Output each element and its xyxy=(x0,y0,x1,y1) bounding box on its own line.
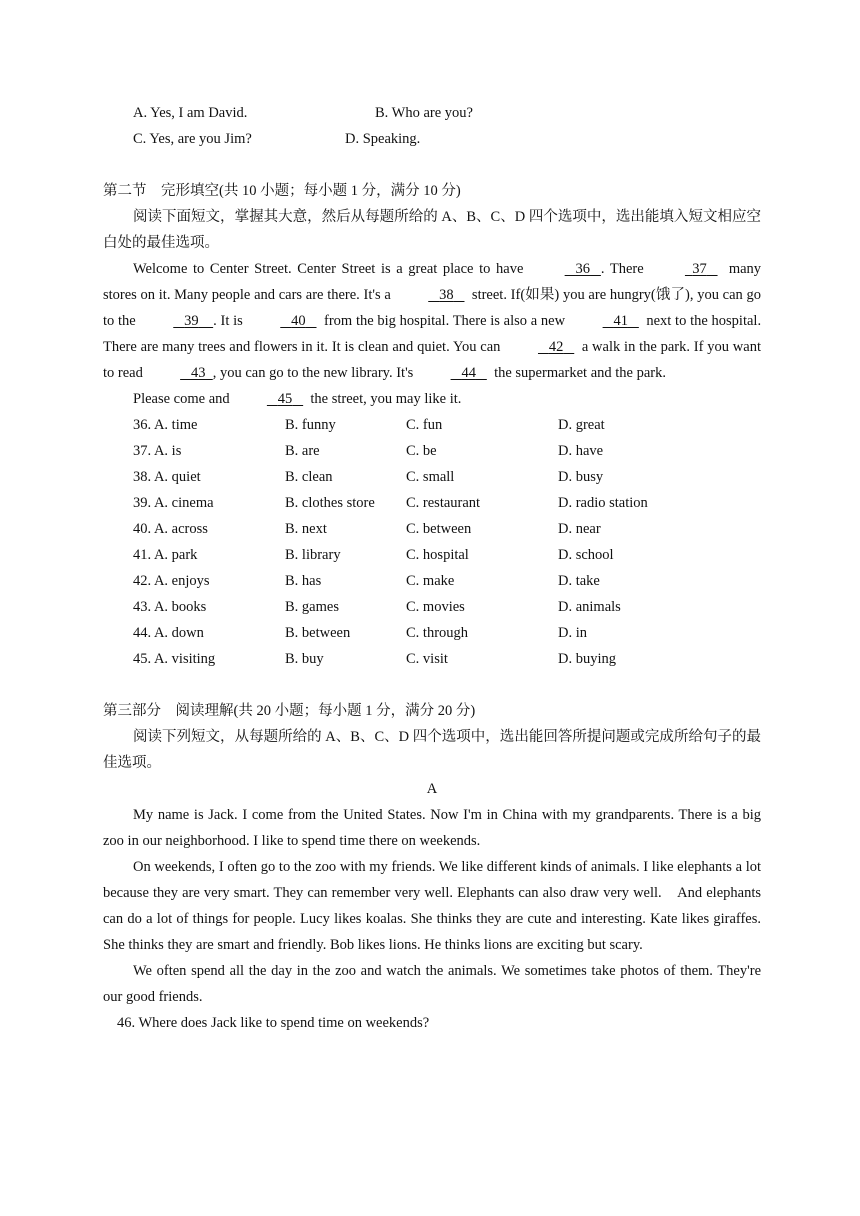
blank-43: 43 xyxy=(190,365,206,381)
option-c: C. restaurant xyxy=(406,495,481,511)
question-row xyxy=(103,568,761,594)
blank-39: 39 xyxy=(184,313,199,329)
option-b: B. clean xyxy=(285,469,333,485)
option-c: C. fun xyxy=(406,417,443,433)
option-a: 38. A. quiet xyxy=(133,469,201,485)
option-c: C. visit xyxy=(406,651,448,667)
question-row xyxy=(103,542,761,568)
option-d: D. have xyxy=(558,443,604,459)
option-c: C. be xyxy=(406,443,437,459)
option-b: B. are xyxy=(285,443,320,459)
section3-title: 第三部分 阅读理解(共 20 小题；每小题 1 分，满分 20 分) xyxy=(103,703,476,719)
option-d: D. buying xyxy=(558,651,616,667)
blank-42: 42 xyxy=(548,339,564,355)
option-a: A. Yes, I am David. xyxy=(133,105,248,121)
question-row xyxy=(103,594,761,620)
option-b: B. between xyxy=(285,625,351,641)
question-row xyxy=(103,646,761,672)
blank-37: 37 xyxy=(692,261,707,277)
option-d: D. busy xyxy=(558,469,604,485)
question-row xyxy=(103,490,761,516)
exam-page xyxy=(103,100,761,1036)
option-b: B. funny xyxy=(285,417,336,433)
option-c: C. through xyxy=(406,625,469,641)
option-d: D. animals xyxy=(558,599,621,615)
blank-36: 36 xyxy=(575,261,591,277)
blank-41: 41 xyxy=(613,313,628,329)
section2-instruction: 阅读下面短文，掌握其大意，然后从每题所给的 A、B、C、D 四个选项中，选出能填入短文相应空白处的最佳选项。 xyxy=(103,209,761,251)
option-a: 42. A. enjoys xyxy=(133,573,210,589)
question-row xyxy=(103,620,761,646)
option-d: D. take xyxy=(558,573,600,589)
question-46: 46. Where does Jack like to spend time on weekends? xyxy=(117,1015,430,1031)
blank-45: 45 xyxy=(277,391,293,407)
option-c: C. between xyxy=(406,521,472,537)
option-b: B. clothes store xyxy=(285,495,375,511)
option-a: 40. A. across xyxy=(133,521,208,537)
option-a: 37. A. is xyxy=(133,443,182,459)
blank-38: 38 xyxy=(439,287,454,303)
option-b: B. games xyxy=(285,599,339,615)
option-d: D. radio station xyxy=(558,495,648,511)
option-b: B. buy xyxy=(285,651,324,667)
section3-instruction: 阅读下列短文，从每题所给的 A、B、C、D 四个选项中，选出能回答所提问题或完成所给句子的最佳选项。 xyxy=(103,729,761,771)
option-b: B. library xyxy=(285,547,341,563)
option-d: D. school xyxy=(558,547,614,563)
phone-options-row-1 xyxy=(103,100,761,126)
passage-label: A xyxy=(426,781,438,797)
cloze-passage: Welcome to Center Street. Center Street is a great place to have 36 . There 37 many stores on it. Many people and cars are there. It's a 38 street. If(如果) you are hungry(饿了), you can go to the 39 . It is 40 from the big hospital. There is also a new 41 next to the hospital. There are many trees and flowers in it. It is clean and quiet. You can 42 a walk in the park. If you want to read 43 , you can go to the new library. It's 44 the supermarket and the park. xyxy=(103,256,761,386)
option-c: C. Yes, are you Jim? xyxy=(133,131,252,147)
question-row xyxy=(103,412,761,438)
option-c: C. small xyxy=(406,469,455,485)
option-d: D. in xyxy=(558,625,587,641)
option-a: 44. A. down xyxy=(133,625,204,641)
question-row xyxy=(103,516,761,542)
cloze-questions xyxy=(103,412,761,672)
cloze-passage-p2: Please come and 45 the street, you may like it. xyxy=(103,386,761,412)
blank-40: 40 xyxy=(291,313,306,329)
phone-options-row-2 xyxy=(103,126,761,152)
option-a: 36. A. time xyxy=(133,417,198,433)
option-d: D. great xyxy=(558,417,605,433)
option-b: B. has xyxy=(285,573,322,589)
option-c: C. make xyxy=(406,573,455,589)
option-c: C. hospital xyxy=(406,547,469,563)
question-row xyxy=(103,464,761,490)
option-a: 45. A. visiting xyxy=(133,651,216,667)
reading-paragraph-2: On weekends, I often go to the zoo with my friends. We like different kinds of animals. I like elephants a lot because they are very smart. They can remember very well. Elephants can also draw very well. And elephants can do a lot of things for people. Lucy likes koalas. She thinks they are cute and interesting. Kate likes giraffes. She thinks they are smart and friendly. Bob likes lions. He thinks lions are exciting but scary. xyxy=(103,859,761,953)
option-d: D. near xyxy=(558,521,601,537)
reading-paragraph-3: We often spend all the day in the zoo and watch the animals. We sometimes take photos of them. They're our good friends. xyxy=(103,963,761,1005)
option-a: 43. A. books xyxy=(133,599,207,615)
option-d: D. Speaking. xyxy=(345,131,421,147)
option-b: B. Who are you? xyxy=(375,105,473,121)
option-c: C. movies xyxy=(406,599,465,615)
option-a: 41. A. park xyxy=(133,547,198,563)
reading-paragraph-1: My name is Jack. I come from the United States. Now I'm in China with my grandparents. There is a big zoo in our neighborhood. I like to spend time there on weekends. xyxy=(103,807,761,849)
question-row xyxy=(103,438,761,464)
option-b: B. next xyxy=(285,521,327,537)
option-a: 39. A. cinema xyxy=(133,495,214,511)
section2-title: 第二节 完形填空(共 10 小题；每小题 1 分，满分 10 分) xyxy=(103,183,461,199)
blank-44: 44 xyxy=(461,365,476,381)
